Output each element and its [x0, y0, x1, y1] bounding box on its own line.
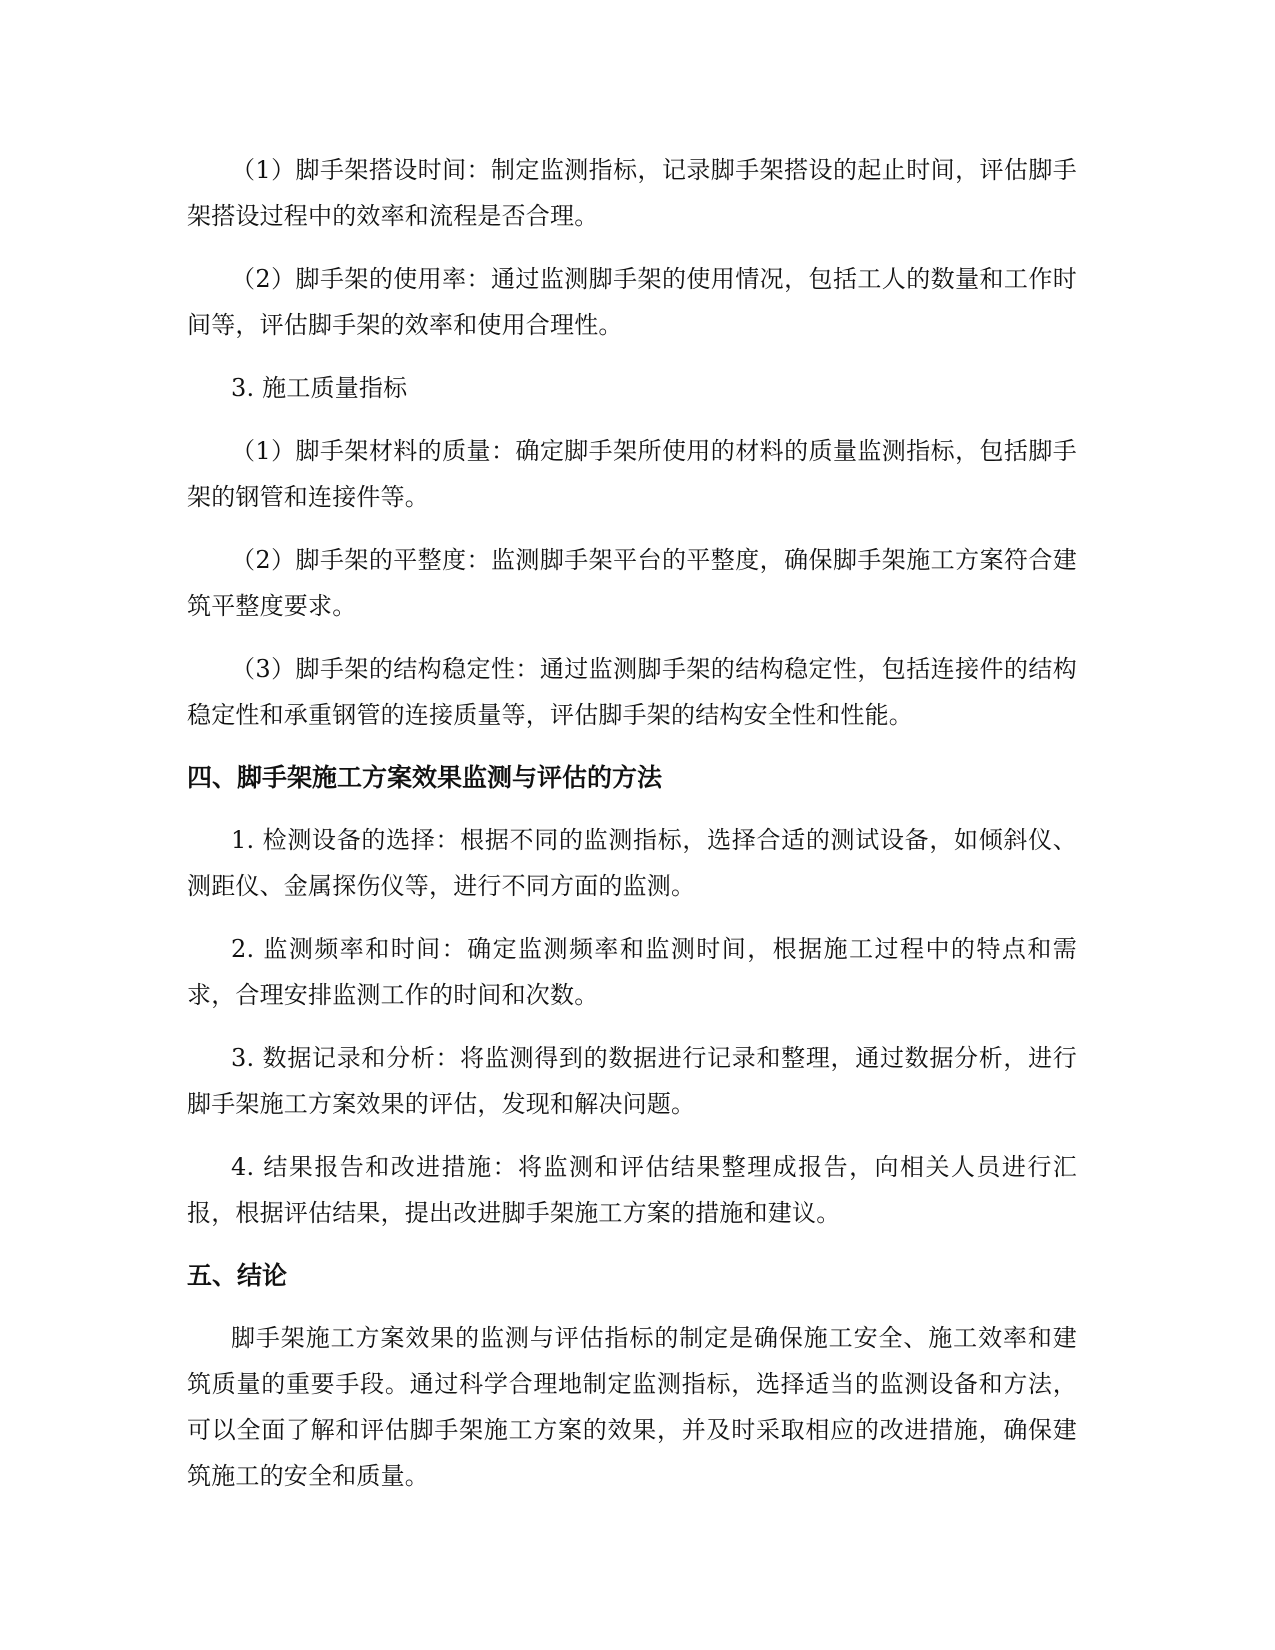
paragraph-equipment-selection: 1. 检测设备的选择：根据不同的监测指标，选择合适的测试设备，如倾斜仪、测距仪、金属探伤仪等，进行不同方面的监测。 [187, 826, 1077, 900]
section-heading-methods: 四、脚手架施工方案效果监测与评估的方法 [187, 763, 663, 792]
paragraph-material-quality: （1）脚手架材料的质量：确定脚手架所使用的材料的质量监测指标，包括脚手架的钢管和连接件等。 [187, 437, 1077, 511]
document-body [187, 147, 1077, 1516]
section-heading-conclusion: 五、结论 [187, 1261, 288, 1290]
paragraph-conclusion: 脚手架施工方案效果的监测与评估指标的制定是确保施工安全、施工效率和建筑质量的重要手段。通过科学合理地制定监测指标，选择适当的监测设备和方法，可以全面了解和评估脚手架施工方案的效果，并及时采取相应的改进措施，确保建筑施工的安全和质量。 [187, 1324, 1077, 1490]
paragraph-flatness: （2）脚手架的平整度：监测脚手架平台的平整度，确保脚手架施工方案符合建筑平整度要求。 [187, 546, 1077, 620]
paragraph-structural-stability: （3）脚手架的结构稳定性：通过监测脚手架的结构稳定性，包括连接件的结构稳定性和承重钢管的连接质量等，评估脚手架的结构安全性和性能。 [187, 655, 1077, 729]
subheading-construction-quality: 3. 施工质量指标 [231, 374, 408, 402]
paragraph-data-recording: 3. 数据记录和分析：将监测得到的数据进行记录和整理，通过数据分析，进行脚手架施工方案效果的评估，发现和解决问题。 [187, 1044, 1077, 1118]
paragraph-scaffold-usage-rate: （2）脚手架的使用率：通过监测脚手架的使用情况，包括工人的数量和工作时间等，评估脚手架的效率和使用合理性。 [187, 265, 1077, 339]
paragraph-report-and-improvement: 4. 结果报告和改进措施：将监测和评估结果整理成报告，向相关人员进行汇报，根据评估结果，提出改进脚手架施工方案的措施和建议。 [187, 1153, 1077, 1227]
paragraph-frequency-and-time: 2. 监测频率和时间：确定监测频率和监测时间，根据施工过程中的特点和需求，合理安排监测工作的时间和次数。 [187, 935, 1077, 1009]
paragraph-scaffold-erection-time: （1）脚手架搭设时间：制定监测指标，记录脚手架搭设的起止时间，评估脚手架搭设过程中的效率和流程是否合理。 [187, 156, 1077, 230]
